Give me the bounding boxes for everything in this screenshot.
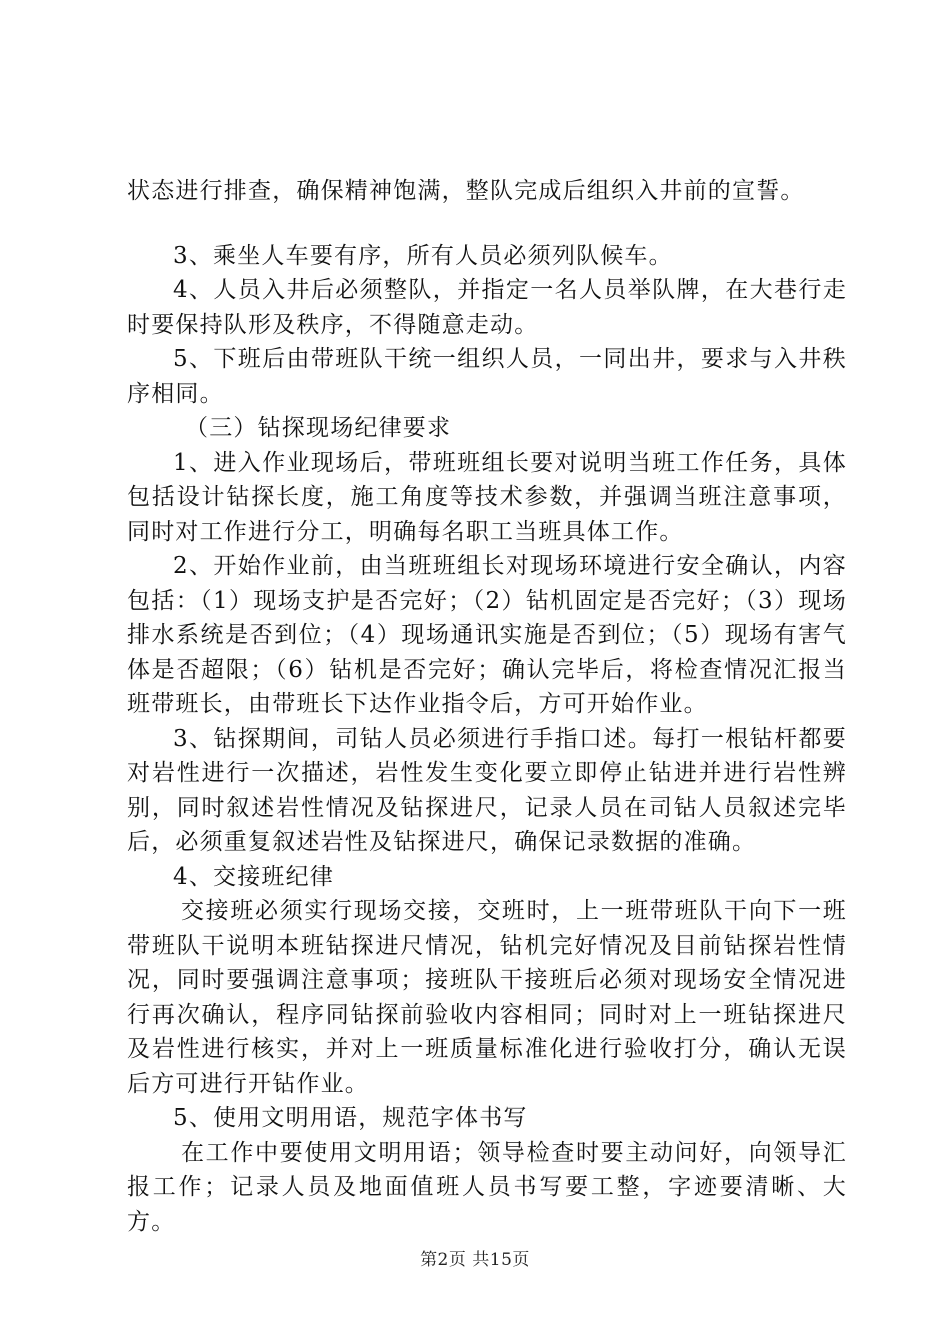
document-body bbox=[127, 174, 847, 1239]
paragraph-site-1: 1、进入作业现场后，带班班组长要对说明当班工作任务，具体包括设计钻探长度，施工角度等技术参数，并强调当班注意事项，同时对工作进行分工，明确每名职工当班具体工作。 bbox=[127, 449, 847, 545]
paragraph-site-3: 3、钻探期间，司钻人员必须进行手指口述。每打一根钻杆都要对岩性进行一次描述，岩性发生变化要立即停止钻进并进行岩性辨别，同时叙述岩性情况及钻探进尺，记录人员在司钻人员叙述完毕后，必须重复叙述岩性及钻探进尺，确保记录数据的准确。 bbox=[127, 725, 847, 855]
paragraph-shift-handover: 交接班必须实行现场交接，交班时，上一班带班队干向下一班带班队干说明本班钻探进尺情况，钻机完好情况及目前钻探岩性情况，同时要强调注意事项；接班队干接班后必须对现场安全情况进行再次确认，程序同钻探前验收内容相同；同时对上一班钻探进尺及岩性进行核实，并对上一班质量标准化进行验收打分，确认无误后方可进行开钻作业。 bbox=[127, 898, 847, 1097]
paragraph-civil-language: 在工作中要使用文明用语；领导检查时要主动问好，向领导汇报工作；记录人员及地面值班人员书写要工整，字迹要清晰、大方。 bbox=[127, 1139, 847, 1235]
paragraph-continuation: 状态进行排查，确保精神饱满，整队完成后组织入井前的宣誓。 bbox=[127, 178, 805, 204]
paragraph-item-3: 3、乘坐人车要有序，所有人员必须列队候车。 bbox=[173, 242, 673, 269]
paragraph-site-2: 2、开始作业前，由当班班组长对现场环境进行安全确认，内容包括：（1）现场支护是否完好；（2）钻机固定是否完好；（3）现场排水系统是否到位；（4）现场通讯实施是否到位；（5）现场有害气体是否超限；（6）钻机是否完好；确认完毕后，将检查情况汇报当班带班长，由带班长下达作业指令后，方可开始作业。 bbox=[127, 553, 847, 717]
section-heading-3: （三）钻探现场纪律要求 bbox=[185, 415, 452, 441]
subheading-shift-handover: 4、交接班纪律 bbox=[173, 863, 335, 890]
paragraph-item-5: 5、下班后由带班队干统一组织人员，一同出井，要求与入井秩序相同。 bbox=[127, 346, 847, 407]
paragraph-item-4: 4、人员入井后必须整队，并指定一名人员举队牌，在大巷行走时要保持队形及秩序，不得随意走动。 bbox=[127, 277, 847, 338]
subheading-civil-language: 5、使用文明用语，规范字体书写 bbox=[173, 1105, 528, 1131]
paragraph-gap bbox=[127, 209, 847, 239]
page-footer: 第2页 共15页 bbox=[420, 1250, 530, 1270]
